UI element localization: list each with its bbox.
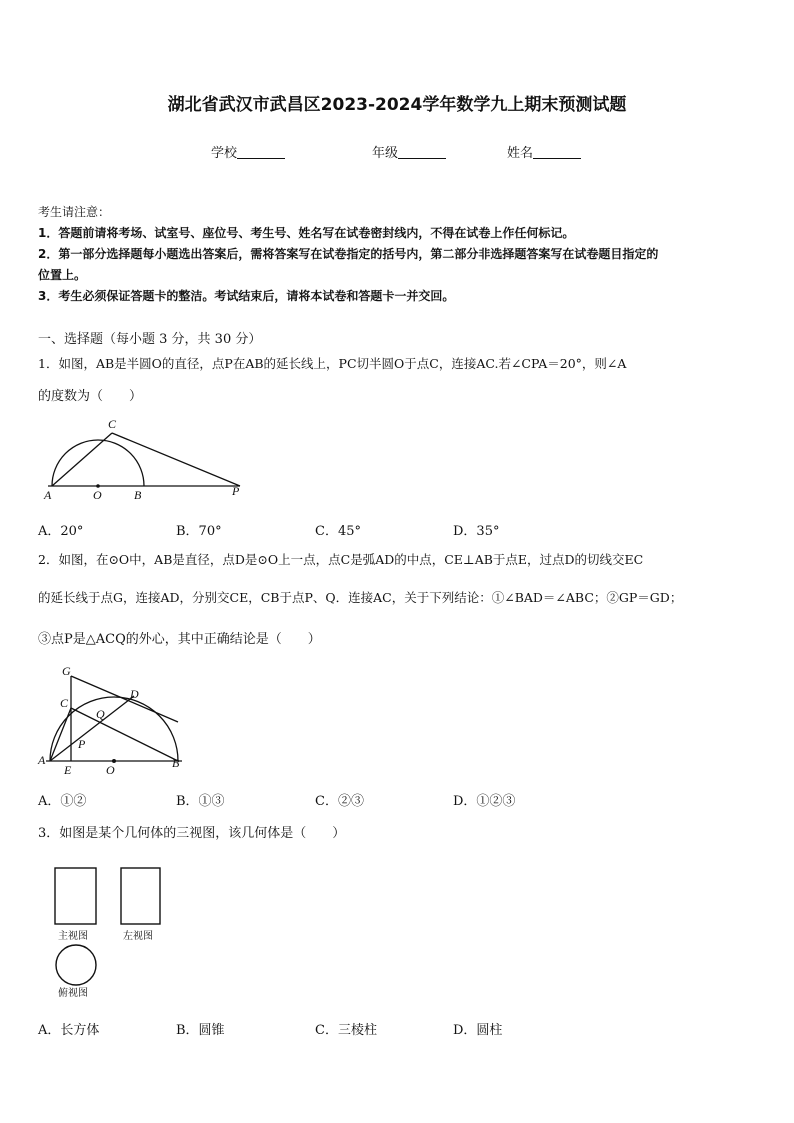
notice-item: 位置上。 [38,268,87,282]
notice-item: 3．考生必须保证答题卡的整洁。考试结束后，请将本试卷和答题卡一并交回。 [38,289,455,303]
q3-option-a[interactable]: A．长方体 [38,1023,100,1038]
label-a: A [44,488,52,502]
q2-option-c[interactable]: C．②③ [315,794,364,809]
tangent-pc [112,433,240,486]
left-view-rect [121,868,160,924]
q1-option-a[interactable]: A．20° [38,524,84,539]
front-view-label: 主视图 [58,931,88,942]
label-p: P [78,737,86,751]
q2-option-a[interactable]: A．①② [38,794,87,809]
semicircle [52,440,144,486]
q1-text-line: 的度数为（ ） [38,389,143,404]
top-view-circle [56,945,96,985]
label-q: Q [96,707,105,721]
label-o: O [93,488,102,502]
q3-option-b[interactable]: B．圆锥 [176,1023,225,1038]
label-e: E [64,763,72,777]
q1-option-b[interactable]: B．70° [176,524,222,539]
segment-cb [71,708,178,761]
left-view-label: 左视图 [123,931,153,942]
label-b: B [134,488,142,502]
q3-figure [48,862,178,1002]
front-view-rect [55,868,96,924]
label-g: G [62,664,71,678]
label-b: B [172,756,180,770]
name-blank [533,146,581,159]
name-field [507,142,581,161]
name-label: 姓名 [507,146,534,161]
q2-text-line: 的延长线于点G，连接AD，分别交CE，CB于点P、Q．连接AC，关于下列结论：①∠BAD＝∠ABC；②GP＝GD； [38,590,683,605]
grade-label: 年级 [372,146,399,161]
grade-field [372,142,446,161]
top-view-label: 俯视图 [58,988,88,999]
label-c: C [108,417,117,431]
tangent-gd [71,676,178,722]
q3-option-d[interactable]: D．圆柱 [453,1023,503,1038]
q2-figure [36,660,196,778]
school-label: 学校 [211,146,238,161]
notice-item: 1．答题前请将考场、试室号、座位号、考生号、姓名写在试卷密封线内，不得在试卷上作任何标记。 [38,226,575,240]
label-c: C [60,696,69,710]
q3-option-c[interactable]: C．三棱柱 [315,1023,377,1038]
grade-blank [398,146,446,159]
section-heading: 一、选择题（每小题 3 分，共 30 分） [38,332,262,347]
q2-text-line: ③点P是△ACQ的外心，其中正确结论是（ ） [38,632,321,647]
label-p: P [232,484,240,498]
label-d: D [130,687,139,701]
school-field [211,142,285,161]
q3-text-line: 3．如图是某个几何体的三视图，该几何体是（ ） [38,826,346,841]
label-o: O [106,763,115,777]
page-title: 湖北省武汉市武昌区2023-2024学年数学九上期末预测试题 [167,95,627,115]
q2-option-d[interactable]: D．①②③ [453,794,516,809]
notice-heading: 考生请注意： [38,205,111,219]
q2-option-b[interactable]: B．①③ [176,794,225,809]
q1-figure [40,415,250,505]
school-blank [237,146,285,159]
q1-text-line: 1．如图，AB是半圆O的直径，点P在AB的延长线上，PC切半圆O于点C，连接AC.若∠CPA＝20°，则∠A [38,356,627,371]
q1-option-c[interactable]: C．45° [315,524,361,539]
notice-item: 2．第一部分选择题每小题选出答案后，需将答案写在试卷指定的括号内，第二部分非选择题答案写在试卷题目指定的 [38,247,659,261]
q2-text-line: 2．如图，在⊙O中，AB是直径，点D是⊙O上一点，点C是弧AD的中点，CE⊥AB于点E，过点D的切线交EC [38,552,644,567]
q1-option-d[interactable]: D．35° [453,524,500,539]
label-a: A [38,753,46,767]
